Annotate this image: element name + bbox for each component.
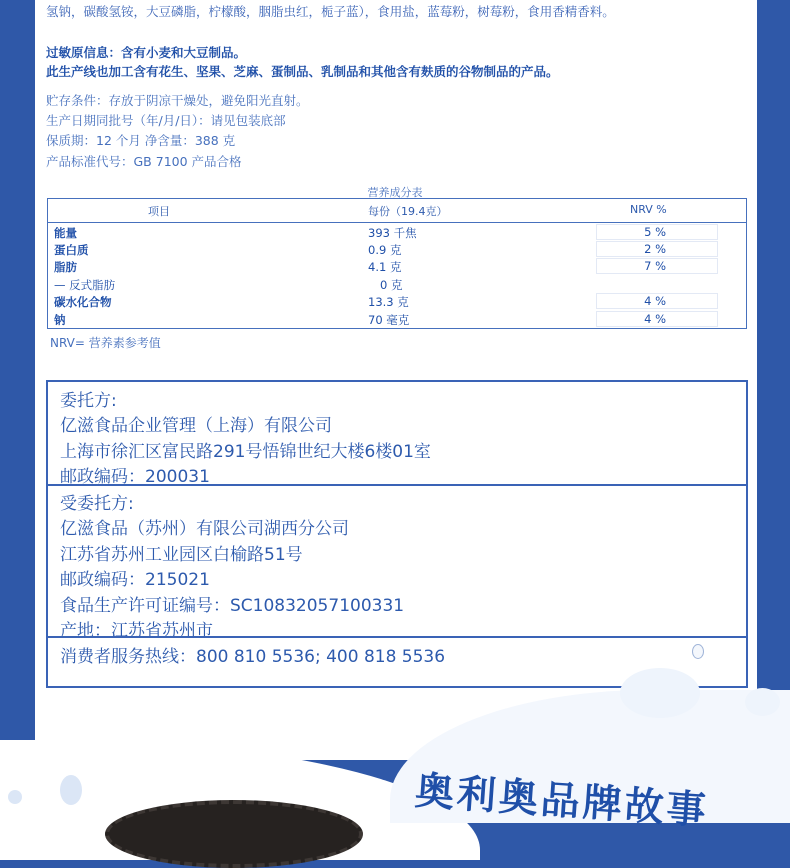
product-standard: 产品标准代号：GB 7100 产品合格 [46, 154, 242, 169]
nutrition-table [47, 198, 747, 329]
manufacturer-postcode: 邮政编码：215021 [60, 570, 210, 590]
milk-drop [8, 790, 22, 804]
nutrient-name: 能量 [54, 226, 77, 240]
nutrition-title: 营养成分表 [367, 186, 423, 199]
consumer-hotline: 消费者服务热线：800 810 5536; 400 818 5536 [60, 647, 446, 667]
nutrient-amount: 0 克 [380, 278, 403, 292]
table-row [48, 241, 746, 258]
milk-drop [60, 775, 82, 805]
allergen-cross-contact: 此生产线也加工含有花生、坚果、芝麻、蛋制品、乳制品和其他含有麸质的谷物制品的产品。 [46, 64, 559, 79]
table-row [48, 293, 746, 310]
nutrient-amount: 70 毫克 [368, 313, 410, 327]
manufacturer-box [46, 484, 748, 641]
storage-conditions: 贮存条件：存放于阴凉干燥处，避免阳光直射。 [46, 93, 309, 108]
milk-drop [620, 668, 700, 718]
nrv-note: NRV= 营养素参考值 [50, 336, 161, 350]
client-company: 亿滋食品企业管理（上海）有限公司 [60, 416, 332, 436]
col-item: 项目 [148, 205, 170, 218]
client-box [46, 380, 748, 486]
manufacturer-address: 江苏省苏州工业园区白榆路51号 [60, 545, 303, 565]
shelf-life: 保质期：12 个月 净含量：388 克 [46, 133, 236, 148]
table-row [48, 311, 746, 328]
table-row [48, 276, 746, 293]
table-row [48, 258, 746, 275]
milk-drop [745, 688, 780, 716]
oreo-cookie-image [105, 800, 363, 868]
col-serving: 每份（19.4克） [368, 205, 448, 218]
nutrient-amount: 393 千焦 [368, 226, 417, 240]
ingredients-text: 氢钠，碳酸氢铵，大豆磷脂，柠檬酸，胭脂虫红，栀子蓝），食用盐，蓝莓粉，树莓粉，食用香精香料。 [46, 4, 615, 19]
manufacturer-company: 亿滋食品（苏州）有限公司湖西分公司 [60, 519, 349, 539]
nutrient-nrv: 4 % [644, 312, 666, 326]
nutrient-name: 碳水化合物 [54, 295, 112, 309]
nutrient-nrv: 5 % [644, 225, 666, 239]
nutrient-amount: 4.1 克 [368, 260, 402, 274]
nutrient-name: 钠 [54, 313, 66, 327]
manufacturer-origin: 产地：江苏省苏州市 [60, 621, 213, 641]
nutrient-nrv: 4 % [644, 294, 666, 308]
client-postcode: 邮政编码：200031 [60, 467, 210, 487]
brand-story-title: 奥利奥品牌故事 [413, 767, 711, 835]
nutrition-header [48, 199, 746, 223]
manufacturer-license: 食品生产许可证编号：SC10832057100331 [60, 596, 405, 616]
nutrient-name: 脂肪 [54, 260, 77, 274]
table-row [48, 224, 746, 241]
nutrient-name: 蛋白质 [54, 243, 89, 257]
nutrient-amount: 13.3 克 [368, 295, 409, 309]
allergen-info: 过敏原信息：含有小麦和大豆制品。 [46, 45, 247, 60]
manufacturer-label: 受委托方: [60, 494, 134, 514]
col-nrv: NRV % [630, 203, 667, 216]
client-label: 委托方: [60, 391, 117, 411]
nutrient-nrv: 7 % [644, 259, 666, 273]
nutrient-name: — 反式脂肪 [54, 278, 116, 292]
client-address: 上海市徐汇区富民路291号悟锦世纪大楼6楼01室 [60, 442, 431, 462]
production-date: 生产日期同批号（年/月/日）：请见包装底部 [46, 113, 286, 128]
nutrient-nrv: 2 % [644, 242, 666, 256]
nutrient-amount: 0.9 克 [368, 243, 402, 257]
milk-bubble-icon [692, 644, 704, 659]
